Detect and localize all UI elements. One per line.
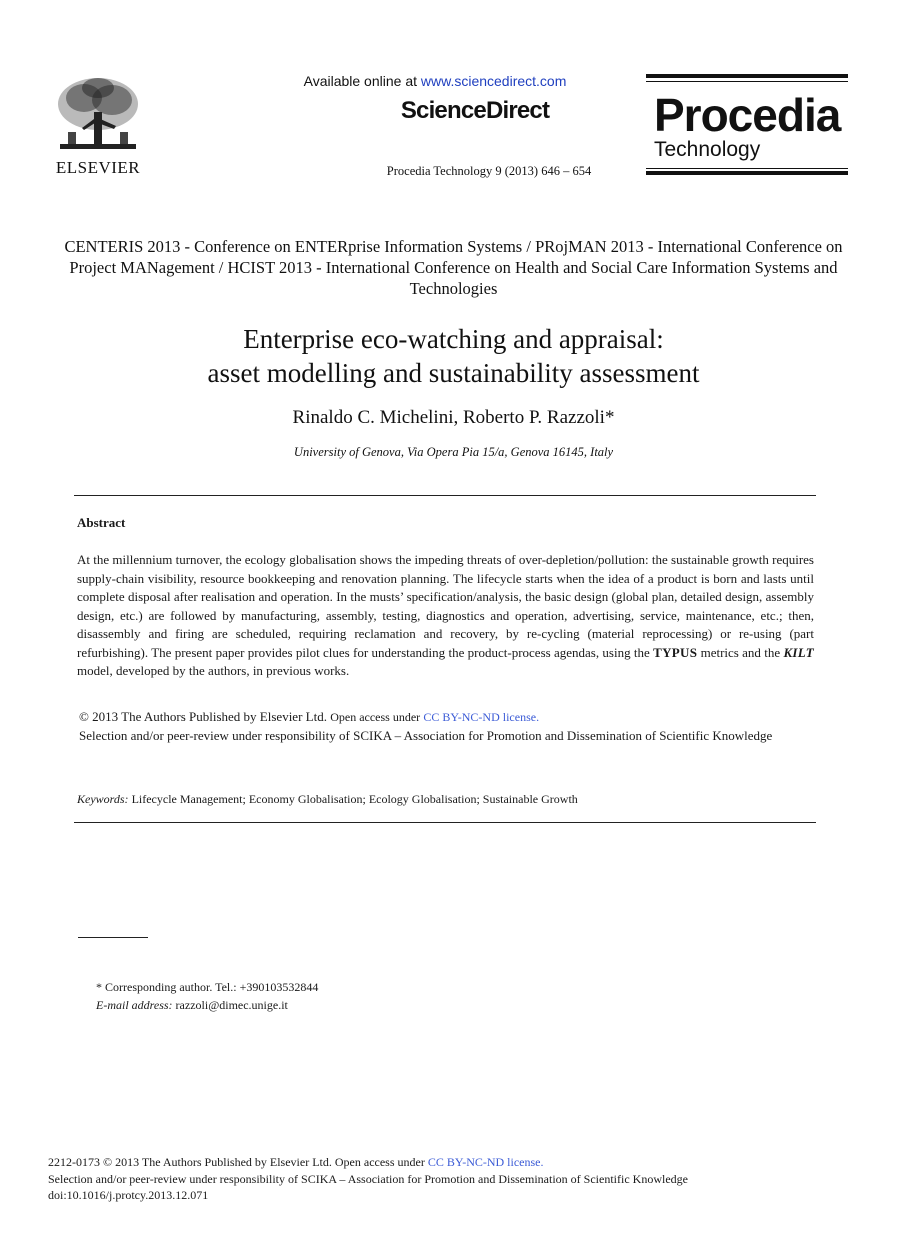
open-access-label: Open access under <box>330 710 421 724</box>
top-divider <box>74 495 816 496</box>
procedia-name: Procedia <box>654 89 841 141</box>
journal-reference: Procedia Technology 9 (2013) 646 – 654 <box>386 164 592 178</box>
elsevier-tree-icon <box>54 76 142 156</box>
footer-license-link[interactable]: CC BY-NC-ND license. <box>427 1155 544 1169</box>
footer-copyright: 2212-0173 © 2013 The Authors Published by Elsevier Ltd. <box>48 1155 332 1169</box>
bottom-divider <box>74 822 816 823</box>
elsevier-wordmark: ELSEVIER <box>55 158 141 177</box>
footnote <box>96 978 696 1014</box>
footnote-rule <box>78 937 148 938</box>
copyright-line <box>79 708 814 727</box>
available-online-line <box>200 73 670 89</box>
copyright-prefix: © 2013 The Authors Published by Elsevier Ltd. <box>79 709 327 724</box>
sciencedirect-logo: ScienceDirect <box>400 97 550 124</box>
page-footer <box>48 1154 868 1204</box>
kilt-term: KILT <box>783 644 815 660</box>
paper-title <box>60 322 847 390</box>
procedia-top-thin-rule <box>646 81 848 82</box>
license-link[interactable]: CC BY-NC-ND license. <box>423 710 540 724</box>
keywords-text: Lifecycle Management; Economy Globalisation; Ecology Globalisation; Sustainable Growth <box>131 792 578 806</box>
procedia-top-rule <box>646 74 848 78</box>
footer-review-line: Selection and/or peer-review under responsibility of SCIKA – Association for Promotion and Dissemination of Scientific Knowledge <box>48 1171 688 1186</box>
keywords <box>77 792 814 807</box>
procedia-logo <box>646 74 848 176</box>
abstract-main-text: At the millennium turnover, the ecology globalisation shows the impeding threats of over-depletion/pollution: the sustainable growth requires supply-chain visibility, resource bookkeeping and renovation planning. The lifecycle starts when the idea of a product is born and lasts until complete disposal after realisation and operation. In the musts’ specification/analysis, the basic design (global plan, detailed design, assembly design, etc.) are followed by manufacturing, assembly, testing, diagnostics and operation, advertising, service, maintenance, etc.; then, disassembly and firing are scheduled, requiring reclamation and recovery, by re-cycling (material reprocessing) or re-using (part refurbishing). The present paper provides pilot clues for understanding the product-process agendas, using the <box>77 552 814 660</box>
abstract-heading: Abstract <box>77 515 126 530</box>
authors: Rinaldo C. Michelini, Roberto P. Razzoli* <box>292 407 615 428</box>
affiliation: University of Genova, Via Opera Pia 15/a, Genova 16145, Italy <box>293 445 614 459</box>
procedia-bottom-thin-rule <box>646 168 848 169</box>
conference-name: CENTERIS 2013 - Conference on ENTERprise Information Systems / PRojMAN 2013 - International Conference on Project MANagement / HCIST 2013 - International Conference on Health and Social Care Information Systems and Technologies <box>64 237 843 298</box>
typus-term: TYPUS <box>653 644 698 660</box>
footer-doi: doi:10.1016/j.protcy.2013.12.071 <box>48 1188 209 1202</box>
procedia-subtitle: Technology <box>654 138 761 161</box>
email-address: razzoli@dimec.unige.it <box>175 998 288 1012</box>
footer-open-access: Open access under <box>334 1155 425 1169</box>
copyright-block <box>79 708 814 745</box>
title-line-1: Enterprise eco-watching and appraisal: <box>243 324 664 354</box>
title-line-2: asset modelling and sustainability assessment <box>207 358 700 388</box>
procedia-bottom-rule <box>646 171 848 175</box>
elsevier-logo <box>50 76 146 176</box>
email-label: E-mail address: <box>96 998 173 1012</box>
review-line: Selection and/or peer-review under responsibility of SCIKA – Association for Promotion and Dissemination of Scientific Knowledge <box>79 727 773 743</box>
email-line <box>96 996 696 1014</box>
available-prefix: Available online at <box>303 73 421 89</box>
keywords-label: Keywords: <box>77 792 129 806</box>
abstract-text <box>77 551 814 681</box>
corresponding-author: * Corresponding author. Tel.: +390103532844 <box>96 980 319 994</box>
abstract-mid-text: metrics and the <box>700 644 781 660</box>
sciencedirect-url-link[interactable]: www.sciencedirect.com <box>420 73 567 89</box>
abstract-end-text: model, developed by the authors, in previous works. <box>77 663 350 678</box>
footer-line-1 <box>48 1154 868 1171</box>
